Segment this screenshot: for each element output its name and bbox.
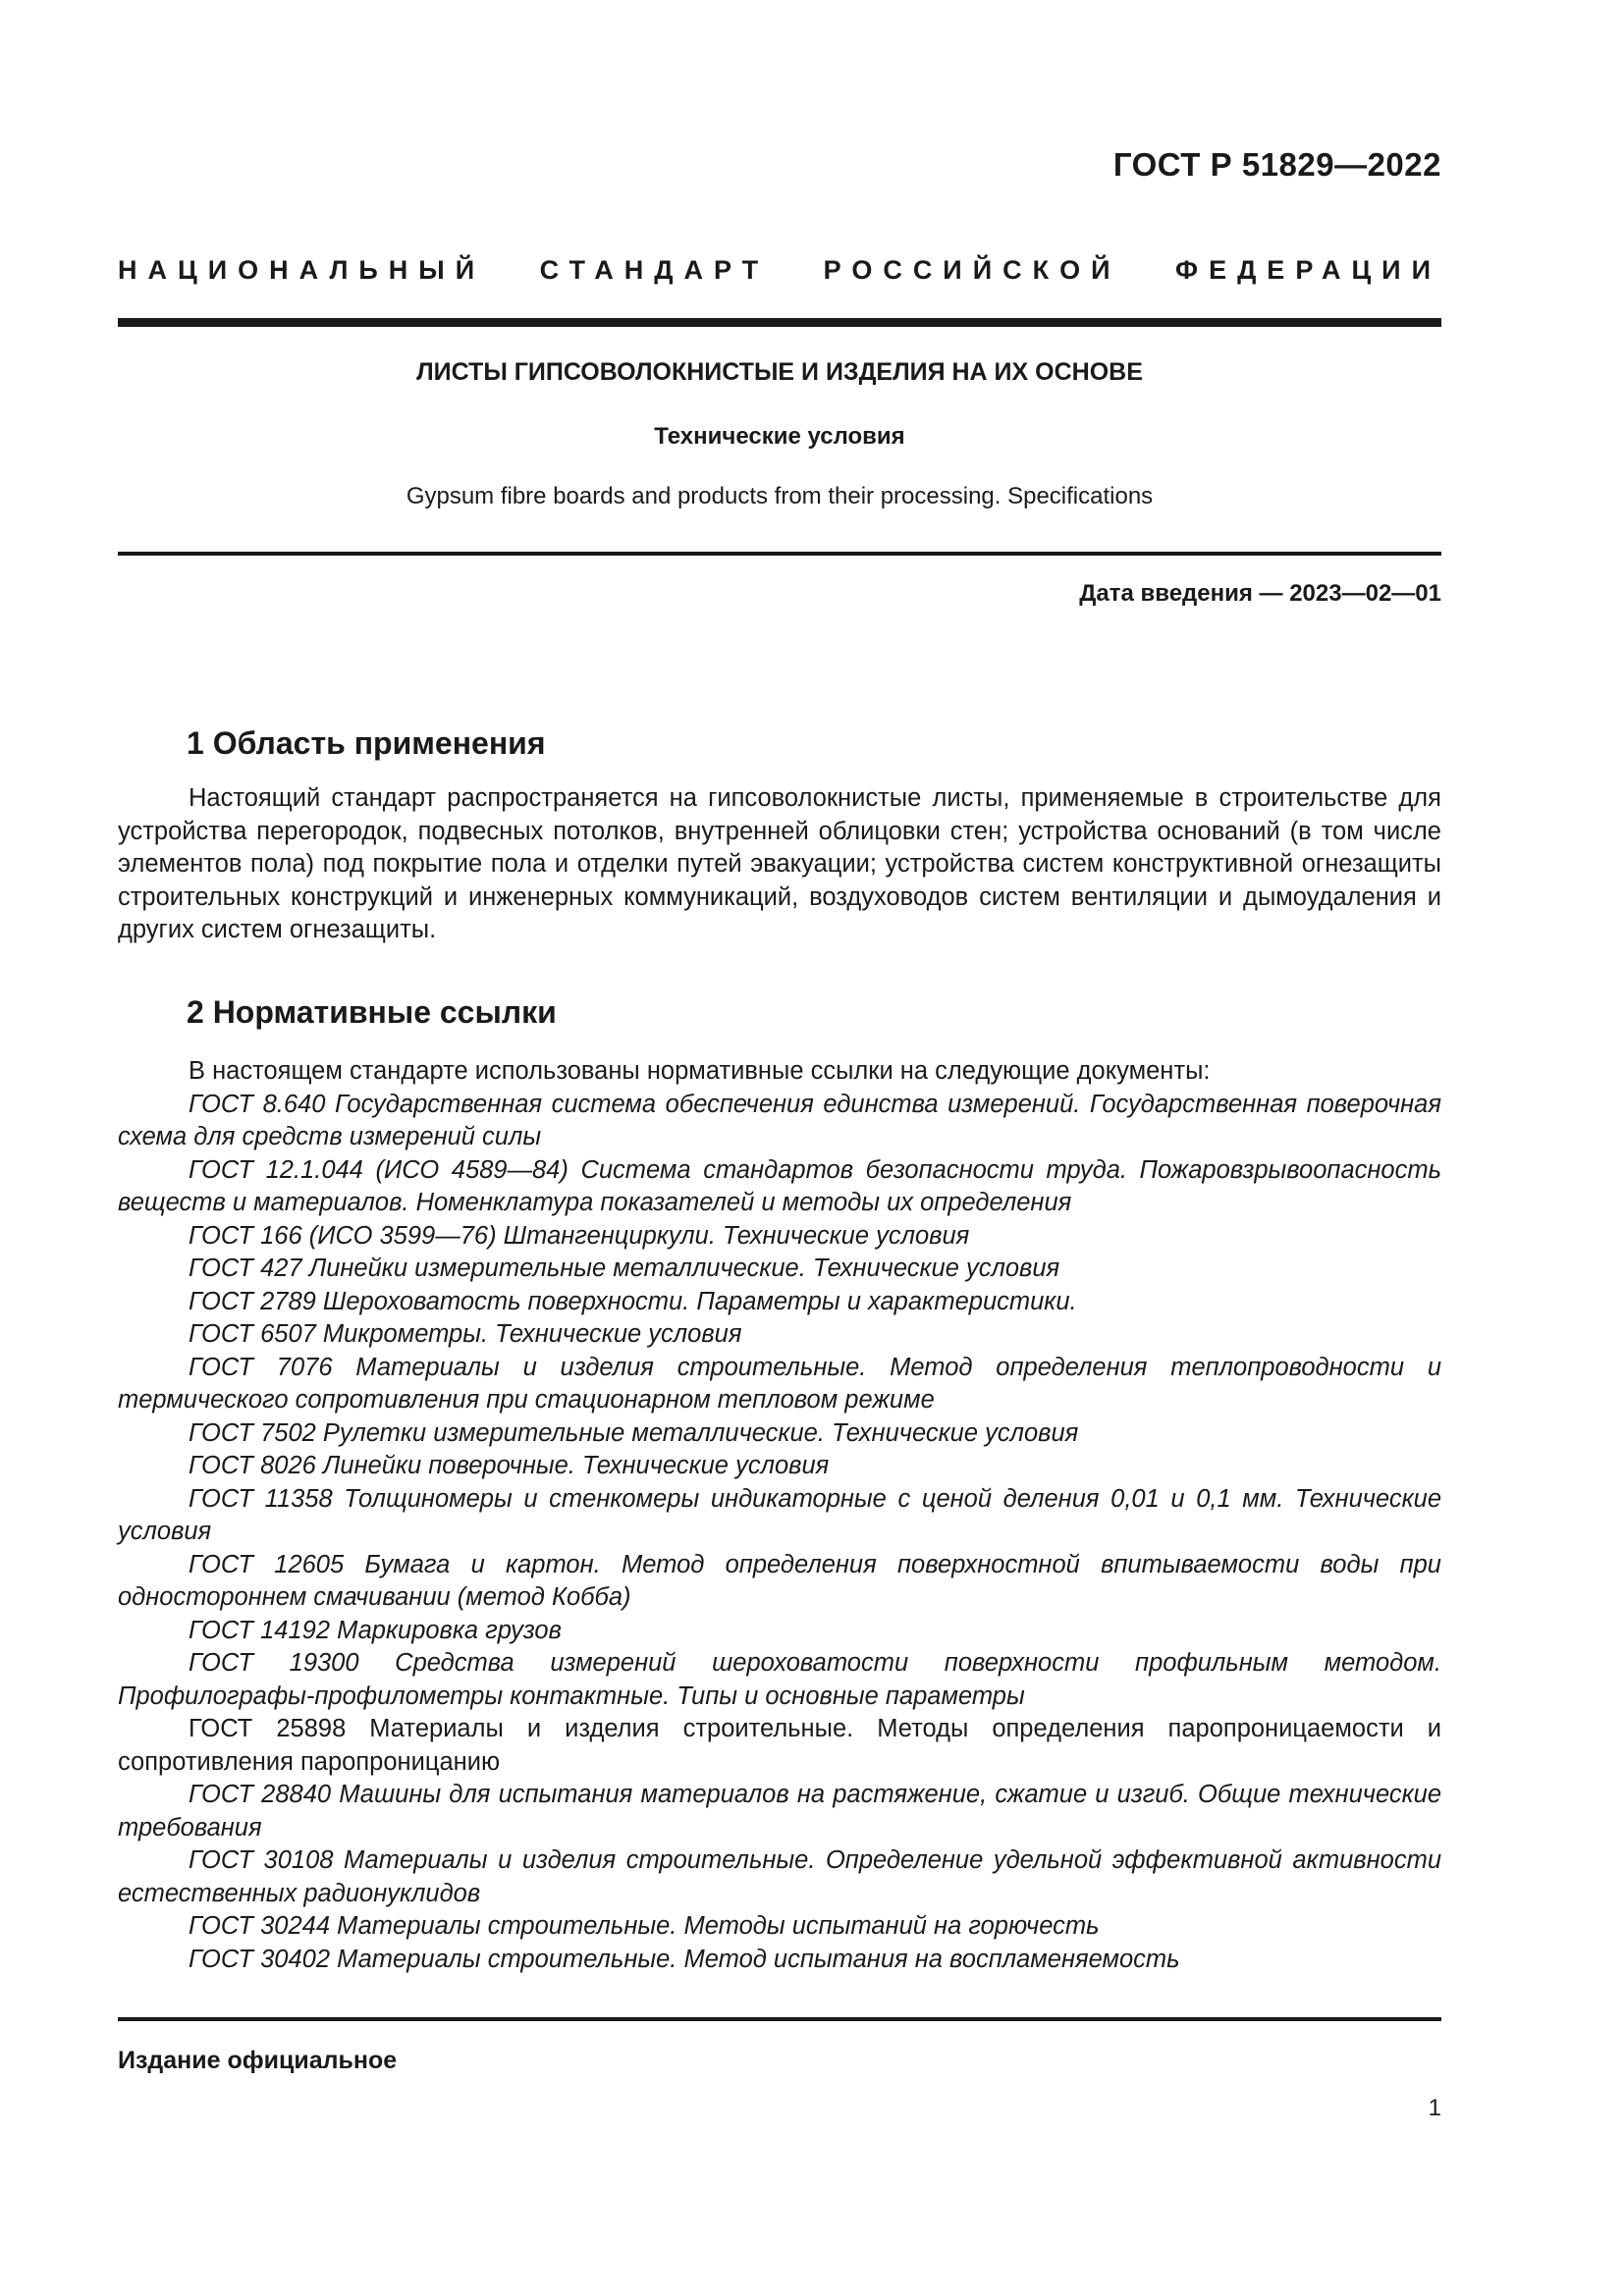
references-intro: В настоящем стандарте использованы нормативные ссылки на следующие документы: xyxy=(189,1057,1211,1085)
footer-divider xyxy=(118,2017,1441,2021)
page-number: 1 xyxy=(1428,2095,1441,2121)
reference-item: ГОСТ 19300 Средства измерений шероховатости поверхности профильным методом. Профилографы-профилометры контактные. Типы и основные параметры xyxy=(118,1649,1441,1710)
reference-item: ГОСТ 6507 Микрометры. Технические условия xyxy=(189,1320,742,1348)
reference-item: ГОСТ 7076 Материалы и изделия строительные. Метод определения теплопроводности и термического сопротивления при стационарном тепловом режиме xyxy=(118,1353,1441,1414)
header-divider xyxy=(118,318,1441,327)
document-title: ЛИСТЫ ГИПСОВОЛОКНИСТЫЕ И ИЗДЕЛИЯ НА ИХ ОСНОВЕ xyxy=(416,358,1143,386)
reference-item: ГОСТ 8026 Линейки поверочные. Технические условия xyxy=(189,1452,830,1479)
reference-item: ГОСТ 25898 Материалы и изделия строительные. Методы определения паропроницаемости и сопротивления паропроницанию xyxy=(118,1715,1441,1776)
national-standard-label: НАЦИОНАЛЬНЫЙ СТАНДАРТ РОССИЙСКОЙ ФЕДЕРАЦИИ xyxy=(118,255,1441,285)
reference-item: ГОСТ 30244 Материалы строительные. Методы испытаний на горючесть xyxy=(189,1912,1100,1940)
references-list xyxy=(118,1055,1441,1976)
reference-item: ГОСТ 8.640 Государственная система обеспечения единства измерений. Государственная поверочная схема для средств измерений силы xyxy=(118,1090,1441,1150)
edition-label: Издание официальное xyxy=(118,2047,398,2074)
reference-item: ГОСТ 11358 Толщиномеры и стенкомеры индикаторные с ценой деления 0,01 и 0,1 мм. Технические условия xyxy=(118,1484,1441,1545)
date-introduced: Дата введения — 2023—02—01 xyxy=(1079,580,1441,607)
section-heading-references: 2 Нормативные ссылки xyxy=(187,994,557,1030)
standard-number: ГОСТ Р 51829—2022 xyxy=(1112,146,1441,183)
reference-item: ГОСТ 12605 Бумага и картон. Метод определения поверхностной впитываемости воды при одностороннем смачивании (метод Кобба) xyxy=(118,1550,1441,1611)
reference-item: ГОСТ 30402 Материалы строительные. Метод испытания на воспламеняемость xyxy=(189,1945,1180,1973)
reference-item: ГОСТ 30108 Материалы и изделия строительные. Определение удельной эффективной активности естественных радионуклидов xyxy=(118,1846,1441,1907)
title-divider xyxy=(118,552,1441,556)
reference-item: ГОСТ 427 Линейки измерительные металлические. Технические условия xyxy=(189,1255,1060,1282)
reference-item: ГОСТ 28840 Машины для испытания материалов на растяжение, сжатие и изгиб. Общие технические требования xyxy=(118,1781,1441,1842)
reference-item: ГОСТ 2789 Шероховатость поверхности. Параметры и характеристики. xyxy=(189,1287,1077,1315)
reference-item: ГОСТ 166 (ИСО 3599—76) Штангенциркули. Технические условия xyxy=(189,1221,970,1250)
section-heading-scope: 1 Область применения xyxy=(187,725,546,761)
reference-item: ГОСТ 14192 Маркировка грузов xyxy=(189,1616,562,1644)
reference-item: ГОСТ 12.1.044 (ИСО 4589—84) Система стандартов безопасности труда. Пожаровзрывоопасность веществ и материалов. Номенклатура показателей и методы их определения xyxy=(118,1155,1441,1216)
scope-paragraph: Настоящий стандарт распространяется на гипсоволокнистые листы, применяемые в строительстве для устройства перегородок, подвесных потолков, внутренней облицовки стен; устройства оснований (в том числе элементов пола) под покрытие пола и отделки путей эвакуации; устройства систем конструктивной огнезащиты строительных конструкций и инженерных коммуникаций, воздуховодов систем вентиляции и дымоудаления и других систем огнезащиты. xyxy=(118,784,1441,943)
english-title: Gypsum fibre boards and products from their processing. Specifications xyxy=(406,483,1154,509)
document-subtitle: Технические условия xyxy=(654,423,905,450)
reference-item: ГОСТ 7502 Рулетки измерительные металлические. Технические условия xyxy=(189,1418,1079,1447)
